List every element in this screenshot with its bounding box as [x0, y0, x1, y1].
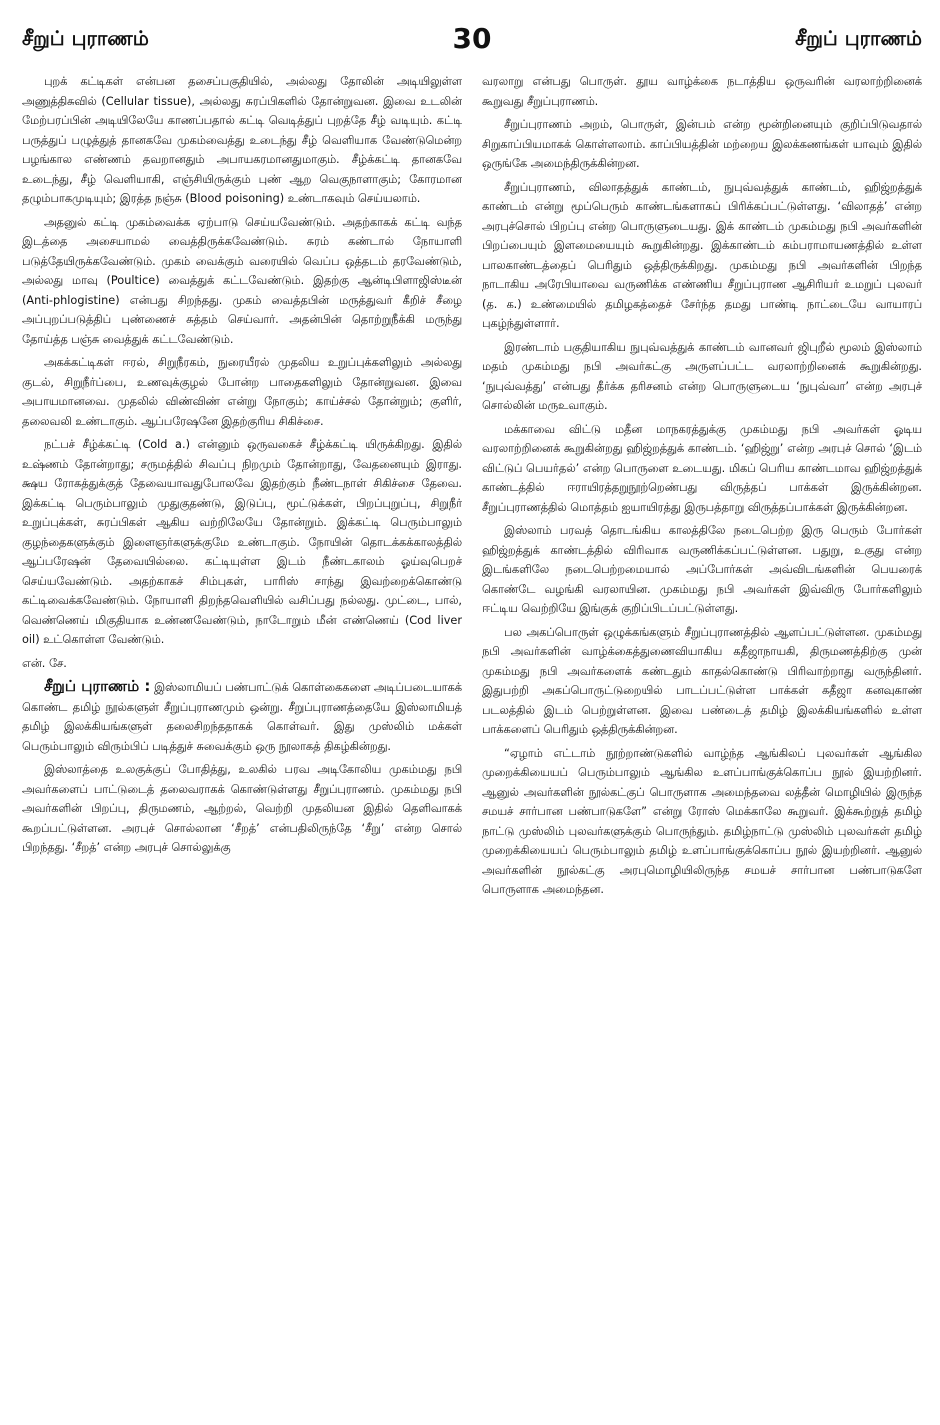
paragraph: “ஏழாம் எட்டாம் நூற்றாண்டுகளில் வாழ்ந்த ஆங்கிலப் புலவர்கள் ஆங்கில முறைக்கியையப் பெரும்பாலும் ஆங்கில உளப்பாங்குக்கொப்ப நூல் இயற்றினர். ஆனுல் அவர்களின் நூல்கட்குப் பொருளாக அமைந்தவை லத்தீன் மொழியில் இருந்த சமயச் சார்பான பண்பாடுகளே” என்று ரோஸ் மெக்காலே கூறுவர். இக்கூற்றுத் தமிழ் நாட்டு முஸ்லிம் புலவர்களுக்கும் பொருந்தும். தமிழ்நாட்டு முஸ்லிம் புலவர்கள் தமிழ் முறைக்கியையப் பெரும்பாலும் தமிழ் உளப்பாங்குக்கொப்ப நூல் இயற்றினர். ஆனுல் அவர்களின் நூல்கட்கு அரபுமொழியிலிருந்த சமயச் சார்பான பண்பாடுகளே பொருளாக அமைந்தன.	[482, 746, 922, 896]
running-title-left: சீறுப் புராணம்	[22, 26, 149, 50]
paragraph: வரலாறு என்பது பொருள். தூய வாழ்க்கை நடாத்திய ஒருவரின் வரலாற்றினைக் கூறுவது சீறுப்புராணம்.	[482, 75, 922, 108]
paragraph: இரண்டாம் பகுதியாகிய நுபுவ்வத்துக் காண்டம் வானவர் ஜிபுறீல் மூலம் இஸ்லாம் மதம் முகம்மது நபி அவர்கட்கு அருளப்பட்ட வரலாற்றினைக் கூறுகின்றது. ‘நுபுவ்வத்து’ என்பது தீர்க்க தரிசனம் என்ற பொருளுடைய ‘நுபுவ்வா’ என்ற அரபுச் சொல்லின் மருஉவாகும்.	[482, 340, 922, 412]
paragraph: பல அகப்பொருள் ஒழுக்கங்களும் சீறுப்புராணத்தில் ஆளப்பட்டுள்ளன. முகம்மது நபி அவர்களின் வாழ்க்கைத்துணைவியாகிய கதீஜாநாயகி, திருமணத்திற்கு முன் முகம்மது நபி அவர்களைக் கண்டதும் காதல்கொண்டு பிரிவாற்றாது வருந்தினர். இதுபற்றி அகப்பொருட்டுறையில் பாடப்பட்டுள்ள பாக்கள் கதீஜா கனவுகாண் படலத்தில் இடம் பெற்றுள்ளன. இவை பண்டைத் தமிழ் இலக்கியங்களில் உள்ள பாக்களைப் பெரிதும் ஒத்திருக்கின்றன.	[482, 625, 922, 736]
paragraph: இஸ்லாத்தை உலகுக்குப் போதித்து, உலகில் பரவ அடிகோலிய முகம்மது நபி அவர்களைப் பாட்டுடைத் தலைவராகக் கொண்டுள்ளது சீறுப்புராணம். முகம்மது நபி அவர்களின் பிறப்பு, திருமணம், ஆற்றல், வெற்றி முதலியன இதில் தெளிவாகக் கூறப்பட்டுள்ளன. அரபுச் சொல்லான ‘சீறத்’ என்பதிலிருந்தே ‘சீறு’ என்ற சொல் பிறந்தது. ‘சீறத்’ என்ற அரபுச் சொல்லுக்கு	[22, 763, 462, 854]
paragraph: அகக்கட்டிகள் ஈரல், சிறுநீரகம், நுரையீரல் முதலிய உறுப்புக்களிலும் அல்லது குடல், சிறுநீர்ப்பை, உணவுக்குழல் போன்ற பாதைகளிலும் தோன்றுவன. இவை அபாயமானவை. முதலில் விண்விண் என்று நோகும்; காய்ச்சல் தோன்றும்; குளிர், தலைவலி உண்டாகும். ஆப்பரேஷனே இதற்குரிய சிகிச்சை.	[22, 356, 462, 428]
left-column	[22, 72, 462, 1402]
paragraph: புறக் கட்டிகள் என்பன தசைப்பகுதியில், அல்லது தோலின் அடியிலுள்ள அணுத்திசுவில் (Cellular tissue), அல்லது சுரப்பிகளில் தோன்றுவன. இவை உடலின் மேற்பரப்பின் அடியிலேயே காணப்பதால் கட்டி வெடித்துப் புறத்தே சீழ் வடியும். கட்டி பருத்துப் பழுத்துத் தானகவே முகம்வைத்து உடைந்து சீழ் வெளியாக வேண்டுமென்ற பழங்கால எண்ணம் தவறானதும் அபாயகரமானதுமாகும். சீழ்க்கட்டி தானகவே உடைந்து, சீழ் வெளியாகி, எஞ்சியிருக்கும் புண் ஆற வெகுநாளாகும்; கோரமான தழும்பாகமுடியும்; இரத்த நஞ்சு (Blood poisoning) உண்டாகவும் செய்யலாம்.	[22, 75, 462, 205]
entry-text: இஸ்லாமியப் பண்பாட்டுக் கொள்கைகளை அடிப்படையாகக் கொண்ட தமிழ் நூல்களுள் சீறுப்புராணமும் ஒன்று. சீறுப்புராணத்தையே இஸ்லாமியத் தமிழ் இலக்கியங்களுள் தலைசிறந்ததாகக் கொள்வர். இது முஸ்லிம் மக்கள் பெரும்பாலும் விரும்பிப் படித்துச் சுவைக்கும் ஒரு நூலாகத் திகழ்கின்றது.	[22, 681, 462, 753]
page-number: 30	[452, 22, 492, 55]
paragraph: மக்காவை விட்டு மதீன மாநகரத்துக்கு முகம்மது நபி அவர்கள் ஓடிய வரலாற்றினைக் கூறுகின்றது ஹிஜ்றத்துக் காண்டம். ‘ஹிஜ்று’ என்ற அரபுச் சொல் ‘இடம் விட்டுப் பெயர்தல்’ என்ற பொருளை உடையது. மிகப் பெரிய காண்டமாவ ஹிஜ்றத்துக் காண்டத்தில் ஈராயிரத்தறுநூற்றெண்பது விருத்தப் பாக்கள் இருக்கின்றன. சீறுப்புராணத்தில் மொத்தம் ஐயாயிரத்து இருபத்தாறு விருத்தப்பாக்கள் இருக்கின்றன.	[482, 422, 922, 514]
author-initials: என். சே.	[22, 656, 67, 670]
entry-paragraph	[22, 677, 462, 756]
page	[22, 22, 922, 1406]
paragraph: இஸ்லாம் பரவத் தொடங்கிய காலத்திலே நடைபெற்ற இரு பெரும் போர்கள் ஹிஜ்றத்துக் காண்டத்தில் விரிவாக வருணிக்கப்பட்டுள்ளன. பதுறு, உகுது என்ற இடங்களிலே நடைபெற்றமையால் அப்போர்கள் அவ்விடங்களின் பெயரைக் கொண்டே வழங்கி வரலாயின. முகம்மது நபி அவர்கள் இவ்விரு போர்களிலும் ஈட்டிய வெற்றியே இங்குக் குறிப்பிடப்பட்டுள்ளது.	[482, 524, 922, 615]
paragraph: நட்பச் சீழ்க்கட்டி (Cold a.) என்னும் ஒருவகைச் சீழ்க்கட்டி யிருக்கிறது. இதில் உஷ்ணம் தோன்றாது; சருமத்தில் சிவப்பு நிறமும் தோன்றாது, வேதனையும் இராது. க்ஷய ரோகத்துக்குத் தேவையாவதுபோலவே இதற்கும் நீண்டநாள் சிகிச்சை தேவை. இக்கட்டி பெரும்பாலும் முதுகுதண்டு, இடுப்பு, மூட்டுக்கள், பிறப்புறுப்பு, சிறுநீர் உறுப்புக்கள், சுரப்பிகள் ஆகிய வற்றிலேயே தோன்றும். இக்கட்டி பெரும்பாலும் குழந்தைகளுக்கும் இளைஞர்களுக்குமே உண்டாகும். நோயின் தொடக்கக்காலத்தில் ஆப்பரேஷன் தேவையில்லை. கட்டியுள்ள இடம் நீண்டகாலம் ஓய்வுபெறச் செய்யவேண்டும். அதற்காகச் சிம்புகள், பாரிஸ் சாந்து இவற்றைக்கொண்டு கட்டிவைக்கவேண்டும். நோயாளி திறந்தவெளியில் வசிப்பது நல்லது. முட்டை, பால், வெண்ணெய் மிகுதியாக உண்ணவேண்டும், நாடோறும் மீன் எண்ணெய் (Cod liver oil) உட்கொள்ள வேண்டும்.	[22, 438, 462, 646]
paragraph: சீறுப்புராணம், விலாதத்துக் காண்டம், நுபுவ்வத்துக் காண்டம், ஹிஜ்றத்துக் காண்டம் என்று மூப்பெரும் காண்டங்களாகப் பிரிக்கப்பட்டுள்ளது. ‘விலாதத்’ என்ற அரபுச்சொல் பிறப்பு என்ற பொருளுடையது. இக் காண்டம் முகம்மது நபி அவர்களின் பிறப்பையும் இளமையையும் கூறுகின்றது. இக்காண்டம் கம்பராமாயணத்தில் உள்ள பாலகாண்டத்தைப் பெரிதும் ஒத்திருக்கிறது. முகம்மது நபி அவர்களின் பிறந்த நாடாகிய அரேபியாவை வருணிக்க எண்ணிய சீறுப்புராண ஆசிரியர் உமறுப் புலவர் (த. க.) உண்மையில் தமிழகத்தைச் சேர்ந்த தமது பாண்டி நாட்டையே வாயாரப் புகழ்ந்துள்ளார்.	[482, 180, 922, 330]
running-title-right: சீறுப் புராணம்	[795, 26, 922, 50]
entry-headword: சீறுப் புராணம் :	[44, 677, 151, 695]
paragraph: அதனுல் கட்டி முகம்வைக்க ஏற்பாடு செய்யவேண்டும். அதற்காகக் கட்டி வந்த இடத்தை அசையாமல் வைத்திருக்கவேண்டும். சுரம் கண்டால் நோயாளி படுத்தேயிருக்கவேண்டும். முகம் வைக்கும் வரையில் வெப்ப ஒத்தடம் தரவேண்டும், அல்லது மாவு (Poultice) வைத்துக் கட்டவேண்டும். இதற்கு ஆன்டிபிளாஜிஸ்டீன் (Anti-phlogistine) என்பது சிறந்தது. முகம் வைத்தபின் மருத்துவர் கீறிச் சீழை அப்புறப்படுத்திப் புண்ணைச் சுத்தம் செய்வார். அதன்பின் தொற்றுநீக்கி மருந்து தோய்த்த பஞ்சு வைத்துக் கட்டவேண்டும்.	[22, 215, 462, 346]
text-columns	[22, 72, 922, 1402]
page-header	[22, 22, 922, 60]
right-column	[482, 72, 922, 1402]
paragraph: சீறுப்புராணம் அறம், பொருள், இன்பம் என்ற மூன்றினையும் குறிப்பிடுவதால் சிறுகாப்பியமாகக் கொள்ளலாம். காப்பியத்தின் மற்றைய இலக்கணங்கள் யாவும் இதில் ஒருங்கே அமைந்திருக்கின்றன.	[482, 118, 922, 170]
